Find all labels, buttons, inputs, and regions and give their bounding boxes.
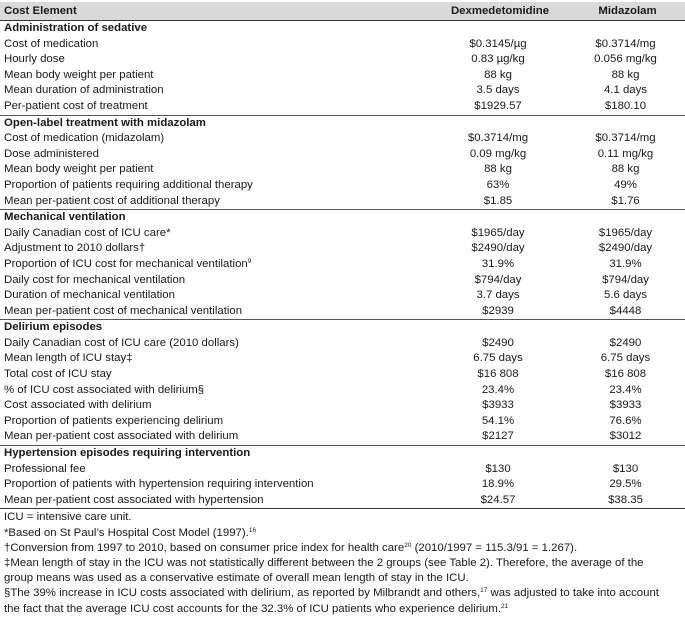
header-dexmedetomidine: Dexmedetomidine xyxy=(430,2,566,21)
row-label-text: Daily cost for mechanical ventilation xyxy=(4,273,186,286)
table-row xyxy=(0,241,685,257)
section-title: Hypertension episodes requiring intervention xyxy=(0,446,685,462)
section-title: Delirium episodes xyxy=(0,320,685,336)
dexmedetomidine-value: $1929.57 xyxy=(474,99,522,112)
dexmedetomidine-value: $794/day xyxy=(474,273,522,286)
midazolam-value: 76.6% xyxy=(609,414,642,427)
header-midazolam: Midazolam xyxy=(566,2,685,21)
row-label-text: Professional fee xyxy=(4,462,86,475)
row-label xyxy=(0,162,430,178)
dexmedetomidine-value: 0.09 mg/kg xyxy=(469,147,527,160)
dexmedetomidine-value: $2127 xyxy=(482,430,514,443)
row-label xyxy=(0,493,430,509)
table-footnotes xyxy=(0,509,685,616)
table-row xyxy=(0,178,685,194)
row-label-text: Hourly dose xyxy=(4,53,65,66)
dexmedetomidine-value: $3933 xyxy=(482,399,514,412)
row-label-text: Mean per-patient cost associated with hypertension xyxy=(4,493,264,506)
dexmedetomidine-value: $24.57 xyxy=(430,493,566,509)
row-label xyxy=(0,68,430,84)
cost-table xyxy=(0,2,685,509)
dexmedetomidine-value: $130 xyxy=(485,462,511,475)
dexmedetomidine-value: 18.9% xyxy=(481,478,515,491)
row-label-text: Daily Canadian cost of ICU care* xyxy=(4,226,171,239)
row-label-text: Proportion of patients requiring additional therapy xyxy=(4,178,253,191)
footnote-ddagger-line2: group means was used as a conservative estimate of overall mean length of stay in the ICU. xyxy=(4,572,469,585)
dexmedetomidine-value: 88 kg xyxy=(484,163,512,176)
section-title: Administration of sedative xyxy=(0,21,685,37)
row-label-text: Mean length of ICU stay‡ xyxy=(4,352,133,365)
footnote-dagger-text: †Conversion from 1997 to 2010, based on consumer price index for health care xyxy=(4,541,405,554)
dexmedetomidine-value: 88 kg xyxy=(484,68,512,81)
dexmedetomidine-value: 3.7 days xyxy=(476,289,520,302)
row-label-text: Cost associated with delirium xyxy=(4,399,152,412)
row-label-text: Mean per-patient cost of mechanical ventilation xyxy=(4,304,243,317)
dexmedetomidine-value: 63% xyxy=(486,178,510,191)
midazolam-value: $2490/day xyxy=(598,242,653,255)
midazolam-value: $0.3714/mg xyxy=(595,132,656,145)
row-label-text: Daily Canadian cost of ICU care (2010 dollars) xyxy=(4,336,239,349)
row-label xyxy=(0,226,430,242)
row-label-text: Proportion of patients experiencing delirium xyxy=(4,414,224,427)
dexmedetomidine-value: $16 808 xyxy=(477,368,519,381)
row-label xyxy=(0,52,430,68)
table-row xyxy=(0,83,685,99)
row-label xyxy=(0,241,430,257)
row-label xyxy=(0,273,430,289)
midazolam-value: $1965/day xyxy=(598,226,653,239)
row-label-ref: 9 xyxy=(247,257,252,265)
row-label xyxy=(0,336,430,352)
row-label-text: Total cost of ICU stay xyxy=(4,368,112,381)
table-row xyxy=(0,131,685,147)
dexmedetomidine-value: $2490/day xyxy=(471,242,525,255)
footnote-ddagger-line1: ‡Mean length of stay in the ICU was not statistically different between the 2 groups (see Table 2). Therefore, the average of the xyxy=(4,557,644,570)
table-row xyxy=(0,398,685,414)
row-label-text: Cost of medication (midazolam) xyxy=(4,132,165,145)
table-header-row xyxy=(0,2,685,21)
section-title: Mechanical ventilation xyxy=(0,210,685,226)
row-label-text: Mean per-patient cost associated with delirium xyxy=(4,430,239,443)
table-row xyxy=(0,462,685,478)
midazolam-value: $3012 xyxy=(609,430,642,443)
table-row xyxy=(0,273,685,289)
footnote-abbrev: ICU = intensive care unit. xyxy=(4,511,132,524)
midazolam-value: $0.3714/mg xyxy=(595,37,656,50)
row-label xyxy=(0,414,430,430)
footnote-section-ref-2: 21 xyxy=(501,602,509,610)
table-row xyxy=(0,37,685,53)
row-label-text: Mean body weight per patient xyxy=(4,163,154,176)
table-row xyxy=(0,52,685,68)
table-row xyxy=(0,194,685,210)
section-header-row xyxy=(0,210,685,226)
dexmedetomidine-value: $0.3145/µg xyxy=(469,37,527,50)
row-label xyxy=(0,383,430,399)
midazolam-value: 0.056 mg/kg xyxy=(594,53,657,66)
row-label xyxy=(0,288,430,304)
footnote-section-text-2: the fact that the average ICU cost accounts for the 32.3% of ICU patients who experience delirium. xyxy=(4,602,502,615)
midazolam-value: $130 xyxy=(612,462,639,475)
row-label xyxy=(0,398,430,414)
table-row xyxy=(0,68,685,84)
midazolam-value: $2490 xyxy=(609,336,642,349)
midazolam-value: $16 808 xyxy=(604,368,647,381)
midazolam-value: 0.11 mg/kg xyxy=(597,147,654,160)
dexmedetomidine-value: 31.9% xyxy=(481,257,515,270)
row-label-text: Proportion of ICU cost for mechanical ventilation xyxy=(4,257,248,270)
midazolam-value: $38.35 xyxy=(566,493,685,509)
midazolam-value: $3933 xyxy=(609,399,642,412)
row-label xyxy=(0,83,430,99)
dexmedetomidine-value: $2939 xyxy=(482,304,514,317)
dexmedetomidine-value: $1.85 xyxy=(483,194,513,207)
footnote-star xyxy=(4,526,681,541)
row-label xyxy=(0,99,430,115)
midazolam-value: 88 kg xyxy=(611,68,640,81)
dexmedetomidine-value: $1965/day xyxy=(471,226,525,239)
footnote-star-ref: 16 xyxy=(248,526,257,534)
table-row xyxy=(0,367,685,383)
row-label xyxy=(0,178,430,194)
midazolam-value: 29.5% xyxy=(609,478,642,491)
row-label-text: Cost of medication xyxy=(4,37,99,50)
table-row xyxy=(0,477,685,493)
table-row xyxy=(0,257,685,273)
table-row xyxy=(0,351,685,367)
row-label-text: Mean duration of administration xyxy=(4,84,164,97)
footnote-dagger xyxy=(4,541,681,556)
table-row xyxy=(0,226,685,242)
section-title: Open-label treatment with midazolam xyxy=(0,115,685,131)
header-cost-element: Cost Element xyxy=(0,2,430,21)
dexmedetomidine-value: 0.83 µg/kg xyxy=(471,53,525,66)
table-row xyxy=(0,336,685,352)
row-label xyxy=(0,147,430,163)
footnote-star-text: *Based on St Paul’s Hospital Cost Model (1997). xyxy=(4,526,249,539)
dexmedetomidine-value: 3.5 days xyxy=(476,84,520,97)
table-body xyxy=(0,21,685,509)
footnote-section-text: §The 39% increase in ICU costs associated with delirium, as reported by Milbrandt and others, xyxy=(4,587,481,600)
footnote-dagger-text-end: (2010/1997 = 115.3/91 = 1.267). xyxy=(411,541,578,554)
table-row xyxy=(0,162,685,178)
row-label xyxy=(0,194,430,210)
midazolam-value: $1.76 xyxy=(611,194,640,207)
table-row xyxy=(0,99,685,115)
row-label-text: Mean body weight per patient xyxy=(4,68,154,81)
footnote-dagger-ref: 20 xyxy=(404,541,412,549)
row-label xyxy=(0,304,430,320)
row-label xyxy=(0,351,430,367)
dexmedetomidine-value: 54.1% xyxy=(481,414,515,427)
midazolam-value: 6.75 days xyxy=(600,352,651,365)
midazolam-value: 49% xyxy=(614,178,637,191)
row-label xyxy=(0,462,430,478)
row-label-text: Duration of mechanical ventilation xyxy=(4,289,175,302)
footnote-section-line2 xyxy=(4,602,681,617)
dexmedetomidine-value: $2490 xyxy=(482,336,514,349)
midazolam-value: 31.9% xyxy=(609,257,642,270)
midazolam-value: $794/day xyxy=(602,273,649,286)
row-label xyxy=(0,37,430,53)
midazolam-value: $180.10 xyxy=(604,99,647,112)
midazolam-value: 5.6 days xyxy=(603,289,648,302)
row-label-text: Per-patient cost of treatment xyxy=(4,99,148,112)
footnote-section-text-end: was adjusted to take into account xyxy=(487,587,659,600)
footnote-section-ref: 17 xyxy=(480,587,488,595)
midazolam-value: 4.1 days xyxy=(603,84,648,97)
table-row xyxy=(0,493,685,509)
section-header-row xyxy=(0,21,685,37)
row-label xyxy=(0,131,430,147)
row-label xyxy=(0,477,430,493)
row-label-text: Mean per-patient cost of additional therapy xyxy=(4,194,220,207)
table-row xyxy=(0,429,685,445)
dexmedetomidine-value: 23.4% xyxy=(481,383,515,396)
midazolam-value: $4448 xyxy=(609,304,642,317)
row-label xyxy=(0,367,430,383)
row-label-text: Dose administered xyxy=(4,147,99,160)
section-header-row xyxy=(0,115,685,131)
section-header-row xyxy=(0,446,685,462)
row-label-text: Proportion of patients with hypertension requiring intervention xyxy=(4,478,314,491)
footnote-section-line1 xyxy=(4,586,681,601)
table-row xyxy=(0,288,685,304)
midazolam-value: 23.4% xyxy=(609,383,642,396)
dexmedetomidine-value: $0.3714/mg xyxy=(467,132,529,145)
row-label-text: Adjustment to 2010 dollars† xyxy=(4,242,146,255)
row-label-text: % of ICU cost associated with delirium§ xyxy=(4,383,205,396)
midazolam-value: 88 kg xyxy=(611,163,640,176)
table-row xyxy=(0,147,685,163)
table-row xyxy=(0,304,685,320)
row-label xyxy=(0,429,430,445)
section-header-row xyxy=(0,320,685,336)
dexmedetomidine-value: 6.75 days xyxy=(473,352,523,365)
row-label xyxy=(0,257,430,273)
table-row xyxy=(0,383,685,399)
table-row xyxy=(0,414,685,430)
